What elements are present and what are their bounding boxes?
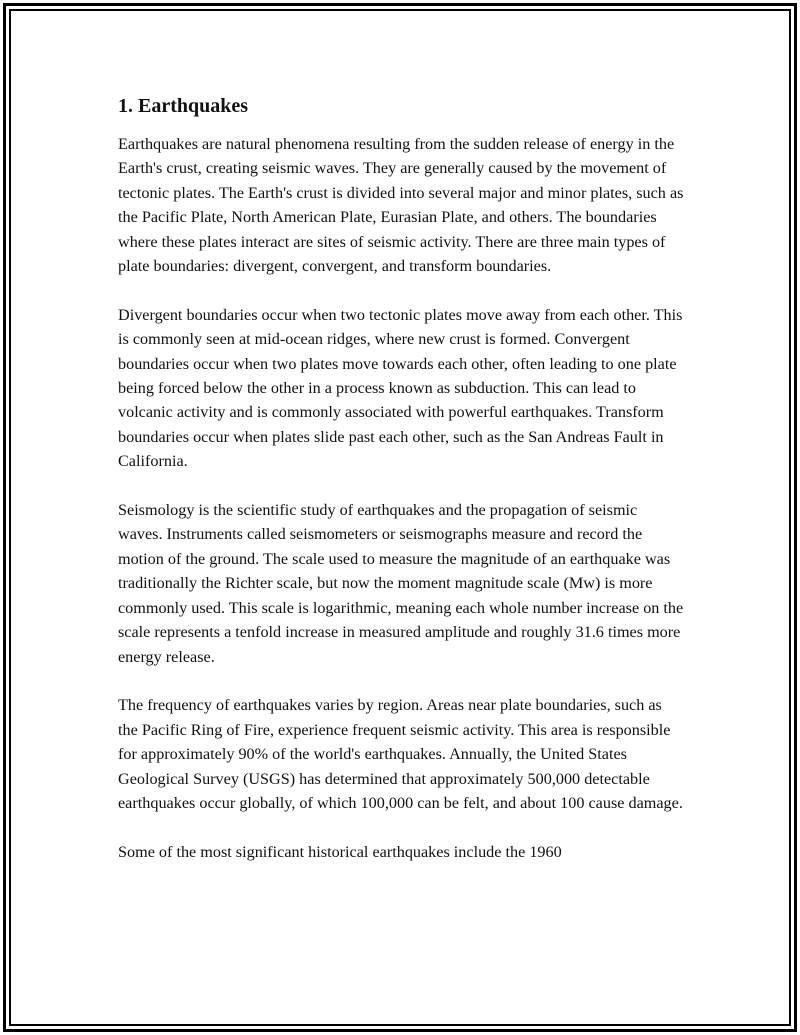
- paragraph-frequency: The frequency of earthquakes varies by region. Areas near plate boundaries, such as the Pacific Ring of Fire, experience frequent seismic activity. This area is responsible for approximately 90% of the world's earthquakes. Annually, the United States Geological Survey (USGS) has determined that approximately 500,000 detectable earthquakes occur globally, of which 100,000 can be felt, and about 100 cause damage.: [118, 696, 683, 812]
- paragraph-plate-boundaries: Divergent boundaries occur when two tectonic plates move away from each other. This is commonly seen at mid-ocean ridges, where new crust is formed. Convergent boundaries occur when two plates move towards each other, often leading to one plate being forced below the other in a process known as subduction. This can lead to volcanic activity and is commonly associated with powerful earthquakes. Transform boundaries occur when plates slide past each other, such as the San Andreas Fault in California.: [118, 305, 683, 471]
- document-body: [118, 93, 684, 889]
- paragraph-seismology: Seismology is the scientific study of earthquakes and the propagation of seismic waves. Instruments called seismometers or seismographs measure and record the motion of the ground. The scale used to measure the magnitude of an earthquake was traditionally the Richter scale, but now the moment magnitude scale (Mw) is more commonly used. This scale is logarithmic, meaning each whole number increase on the scale represents a tenfold increase in measured amplitude and roughly 31.6 times more energy release.: [118, 501, 684, 666]
- paragraph-plate-tectonics: Earthquakes are natural phenomena resulting from the sudden release of energy in the Earth's crust, creating seismic waves. They are generally caused by the movement of tectonic plates. The Earth's crust is divided into several major and minor plates, such as the Pacific Plate, North American Plate, Eurasian Plate, and others. The boundaries where these plates interact are sites of seismic activity. There are three main types of plate boundaries: divergent, convergent, and transform boundaries.: [118, 135, 684, 276]
- section-heading: 1. Earthquakes: [118, 95, 249, 117]
- paragraph-historical: Some of the most significant historical earthquakes include the 1960: [118, 842, 562, 861]
